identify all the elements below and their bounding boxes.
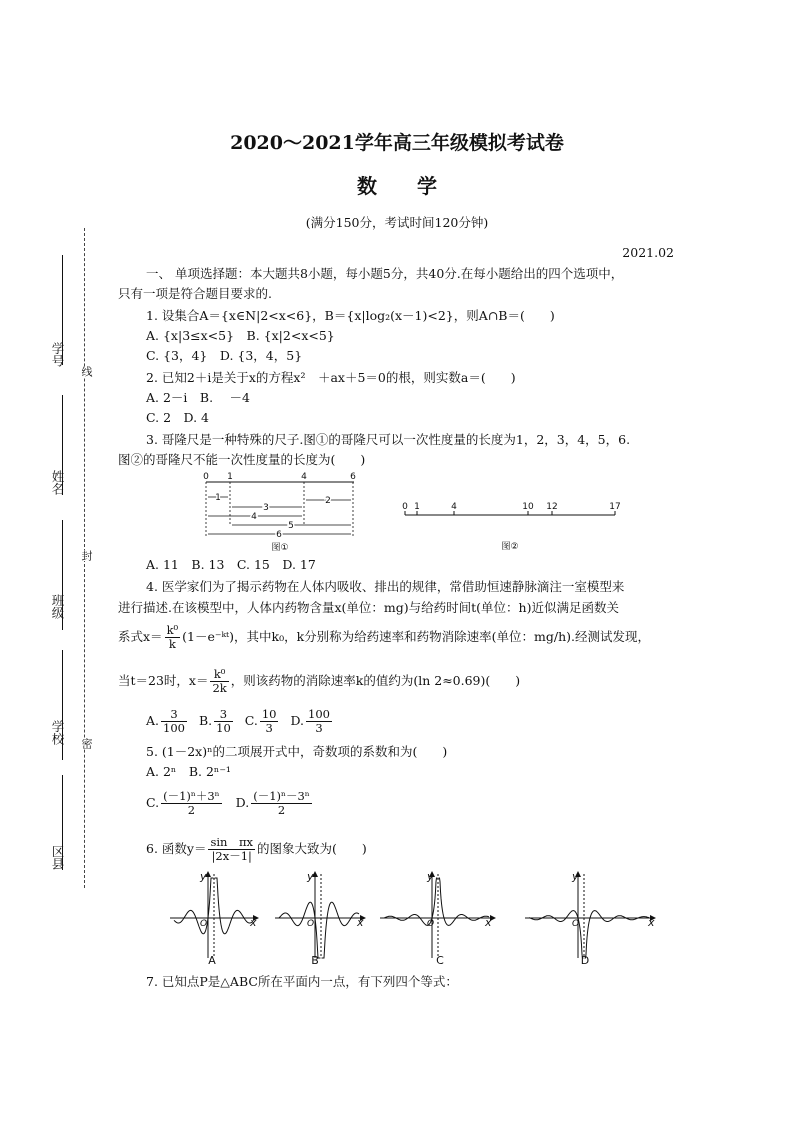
- graph-d-y-label: y: [572, 870, 579, 883]
- graph-d-origin: O: [572, 919, 580, 929]
- field-name: 姓名: [50, 470, 65, 495]
- graph-c-y-label: y: [427, 870, 434, 883]
- figure-1-caption: 图①: [271, 543, 289, 552]
- ruler-1-tick-4: 4: [301, 472, 307, 482]
- section-heading-cont: 只有一项是符合题目要求的.: [118, 286, 272, 301]
- q1-options-cd: C. {3，4} D. {3，4，5}: [146, 348, 303, 363]
- graph-b-curve-left: [279, 902, 321, 958]
- graph-a-curve-right: [215, 878, 253, 934]
- seal-mark-seal: 封: [80, 550, 93, 561]
- segment-label-4: 4: [251, 512, 257, 522]
- segment-label-5: 5: [288, 521, 294, 531]
- segment-label-1: 1: [215, 493, 221, 503]
- ruler-2-tick-4: 4: [451, 502, 457, 512]
- graph-label-d: D: [580, 954, 590, 967]
- segment-label-3: 3: [263, 503, 269, 513]
- section-heading: 一、 单项选择题：本大题共8小题，每小题5分，共40分.在每小题给出的四个选项中，: [146, 266, 624, 281]
- ruler-2-tick-1: 1: [414, 502, 420, 512]
- q1-stem: 1. 设集合A＝{x∈N|2<x<6}，B＝{x|log₂(x－1)<2}，则A∩B＝( ): [146, 308, 555, 323]
- seal-mark-secret: 密: [80, 738, 93, 749]
- graph-a-origin: O: [200, 919, 208, 929]
- field-class: 班级: [50, 594, 65, 619]
- q4-line-3: 系式x＝ $\frac{\text{k⁰}}{k}$ (1－e⁻ᵏᵗ)，其中k₀，k分别称为给药速率和药物消除速率(单位：mg/h).经测试发现，: [118, 623, 651, 651]
- q5-options-ab: A. 2ⁿ B. 2ⁿ⁻¹: [146, 764, 231, 779]
- q6-graphs: [170, 868, 660, 968]
- field-student-id: 学号: [50, 342, 65, 367]
- exam-info: (满分150分，考试时间120分钟): [305, 215, 489, 230]
- q5-options-cd: C. $\frac{\text{(－1)ⁿ＋3ⁿ}}{2}$ D. $\frac{\text{(－1)ⁿ－3ⁿ}}{2}$: [146, 789, 310, 817]
- q2-options-cd: C. 2 D. 4: [146, 410, 209, 425]
- q2-stem: 2. 已知2＋i是关于x的方程x² ＋ax＋5＝0的根，则实数a＝( ): [146, 370, 516, 385]
- graph-b-origin: O: [307, 919, 315, 929]
- q4-line-1: 4. 医学家们为了揭示药物在人体内吸收、排出的规律，常借助恒速静脉滴注一室模型来: [146, 579, 625, 594]
- graph-label-b: B: [311, 954, 319, 967]
- segment-label-2: 2: [325, 496, 331, 506]
- exam-date: 2021.02: [622, 245, 674, 260]
- field-district: 区县: [50, 845, 65, 870]
- subject-title: 数学: [357, 174, 477, 198]
- graph-label-c: C: [436, 954, 444, 967]
- q3-stem: 3. 哥隆尺是一种特殊的尺子.图①的哥隆尺可以一次性度量的长度为1，2，3，4，5，6.: [146, 432, 631, 447]
- graph-label-a: A: [208, 954, 216, 967]
- q7-stem: 7. 已知点P是△ABC所在平面内一点，有下列四个等式：: [146, 974, 458, 989]
- graph-b-y-label: y: [307, 870, 314, 883]
- page-title: 2020～2021学年高三年级模拟考试卷: [230, 132, 564, 154]
- q2-options-ab: A. 2－i B. －4: [146, 390, 251, 405]
- graph-d-x-label: x: [648, 916, 655, 929]
- ruler-2-tick-10: 10: [522, 502, 534, 512]
- graph-b-x-label: x: [357, 916, 364, 929]
- ruler-2-tick-0: 0: [402, 502, 408, 512]
- ruler-2-tick-12: 12: [546, 502, 558, 512]
- field-school: 学校: [50, 720, 65, 745]
- q5-stem: 5. (1－2x)ⁿ的二项展开式中，奇数项的系数和为( ): [146, 744, 448, 759]
- figure-2-caption: 图②: [501, 542, 519, 552]
- graph-a-y-label: y: [200, 870, 207, 883]
- seal-mark-line: 线: [80, 366, 93, 377]
- ruler-1-tick-0: 0: [203, 472, 209, 482]
- graph-c-origin: O: [427, 919, 435, 929]
- ruler-1-tick-6: 6: [350, 472, 356, 482]
- q6-stem: 6. 函数y＝ $\frac{\text{sin πx}}{|2x-1|}$ 的图象大致为( ): [146, 835, 367, 863]
- graph-b-curve-right: [322, 902, 360, 958]
- graph-c-x-label: x: [485, 916, 492, 929]
- segment-label-6: 6: [276, 530, 282, 540]
- q4-options: A. $\frac{3}{100}$ B. $\frac{3}{10}$ C. $\frac{10}{3}$ D. $\frac{100}{3}$: [146, 707, 330, 735]
- golomb-ruler-figure-1: [196, 470, 366, 552]
- q3-stem-cont: 图②的哥隆尺不能一次性度量的长度为( ): [118, 452, 366, 467]
- q4-line-4: 当t＝23时，x＝ $\frac{\text{k⁰}}{2k}$ ，则该药物的消除速率k的值约为(ln 2≈0.69)( ): [118, 667, 521, 695]
- q4-line-2: 进行描述.在该模型中，人体内药物含量x(单位：mg)与给药时间t(单位：h)近似满足函数关: [118, 600, 619, 615]
- graph-a-x-label: x: [250, 916, 257, 929]
- q3-options: A. 11 B. 13 C. 15 D. 17: [146, 557, 316, 572]
- golomb-ruler-figure-2: [395, 495, 635, 555]
- ruler-2-tick-17: 17: [609, 502, 621, 512]
- q1-options-ab: A. {x|3≤x<5} B. {x|2<x<5}: [146, 328, 335, 343]
- ruler-1-tick-1: 1: [227, 472, 233, 482]
